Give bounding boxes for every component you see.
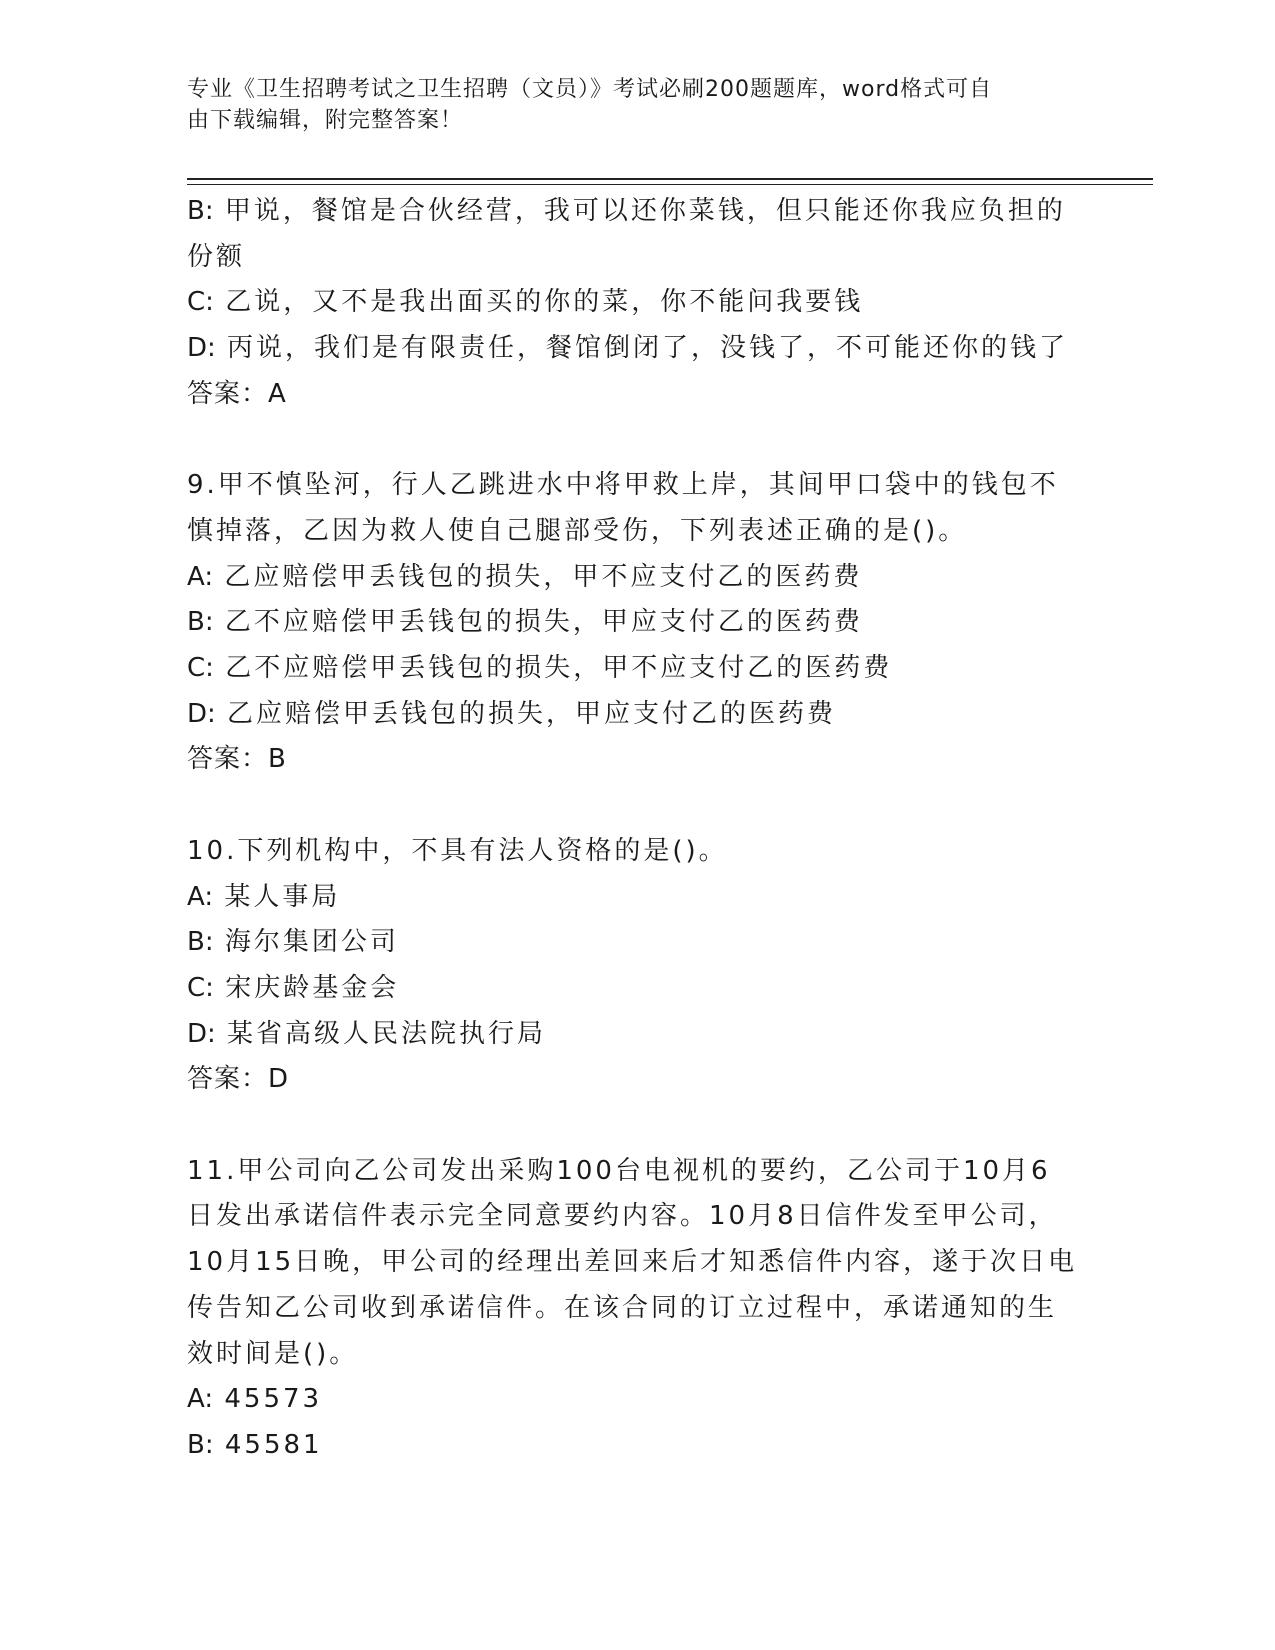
q11-option-a: A: 45573 <box>187 1384 323 1415</box>
header-rule-thick <box>187 178 1153 180</box>
q8-option-d: D: 丙说，我们是有限责任，餐馆倒闭了，没钱了，不可能还你的钱了 <box>187 333 1069 364</box>
header-line-1: 专业《卫生招聘考试之卫生招聘（文员）》考试必刷200题题库，word格式可自 <box>187 77 993 102</box>
q9-option-c: C: 乙不应赔偿甲丢钱包的损失，甲不应支付乙的医药费 <box>187 653 893 684</box>
q9-stem-line-1: 9.甲不慎坠河，行人乙跳进水中将甲救上岸，其间甲口袋中的钱包不 <box>187 470 1059 501</box>
q10-answer: 答案：D <box>187 1064 290 1095</box>
q8-option-b-continued: 份额 <box>187 241 246 272</box>
q10-option-a: A: 某人事局 <box>187 881 341 912</box>
q9-option-b: B: 乙不应赔偿甲丢钱包的损失，甲应支付乙的医药费 <box>187 607 863 638</box>
q11-stem-line-1: 11.甲公司向乙公司发出采购100台电视机的要约，乙公司于10月6 <box>187 1155 1051 1186</box>
q11-stem-line-3: 10月15日晚，甲公司的经理出差回来后才知悉信件内容，遂于次日电 <box>187 1247 1078 1278</box>
q10-stem-line-1: 10.下列机构中，不具有法人资格的是()。 <box>187 835 728 866</box>
question-10 <box>187 829 1087 1103</box>
q9-option-a: A: 乙应赔偿甲丢钱包的损失，甲不应支付乙的医药费 <box>187 561 863 592</box>
q11-stem-line-2: 日发出承诺信件表示完全同意要约内容。10月8日信件发至甲公司， <box>187 1201 1058 1232</box>
spacer <box>187 418 1087 464</box>
header-line-2: 由下载编辑，附完整答案！ <box>187 108 464 133</box>
q11-option-b: B: 45581 <box>187 1429 323 1460</box>
q11-stem-line-5: 效时间是()。 <box>187 1338 359 1369</box>
q9-answer: 答案：B <box>187 744 287 775</box>
q10-option-d: D: 某省高级人民法院执行局 <box>187 1018 547 1049</box>
q9-option-d: D: 乙应赔偿甲丢钱包的损失，甲应支付乙的医药费 <box>187 698 837 729</box>
q11-stem-line-4: 传告知乙公司收到承诺信件。在该合同的订立过程中，承诺通知的生 <box>187 1292 1058 1323</box>
spacer <box>187 783 1087 829</box>
question-9 <box>187 463 1087 783</box>
q10-option-b: B: 海尔集团公司 <box>187 927 399 958</box>
q8-option-b: B: 甲说，餐馆是合伙经营，我可以还你菜钱，但只能还你我应负担的 <box>187 196 1066 226</box>
question-11 <box>187 1149 1087 1469</box>
q9-stem-line-2: 慎掉落，乙因为救人使自己腿部受伤，下列表述正确的是()。 <box>187 515 968 546</box>
header-rule-thin <box>187 184 1153 185</box>
q8-answer: 答案：A <box>187 378 287 409</box>
document-header <box>187 74 1087 136</box>
q10-option-c: C: 宋庆龄基金会 <box>187 972 400 1003</box>
spacer <box>187 1103 1087 1149</box>
document-body <box>187 189 1087 1469</box>
question-8 <box>187 189 1087 418</box>
q8-option-c: C: 乙说，又不是我出面买的你的菜，你不能问我要钱 <box>187 287 864 318</box>
